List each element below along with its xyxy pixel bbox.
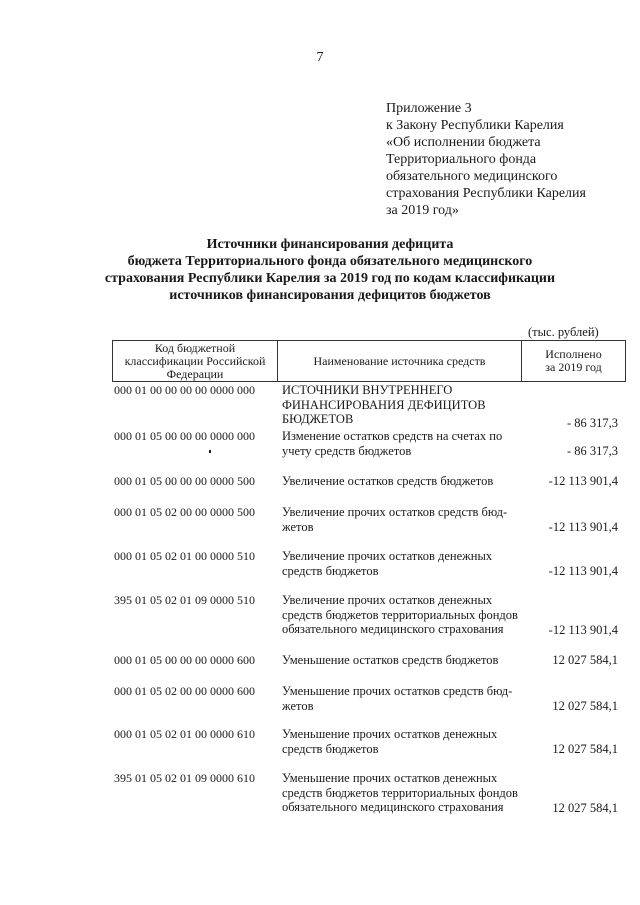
row-name-line: Уменьшение прочих остатков средств бюд- (282, 684, 513, 698)
row-code: 000 01 05 02 00 00 0000 600 (114, 684, 255, 698)
title-line: источников финансирования дефицитов бюджетов (169, 288, 491, 303)
row-name-line: жетов (282, 519, 314, 534)
row-amount: 12 027 584,1 (552, 801, 618, 815)
row-name-line: обязательного медицинского страхования (282, 800, 504, 814)
appendix-line: обязательного медицинского (386, 169, 558, 184)
row-name (282, 727, 517, 756)
appendix-line: страхования Республики Карелия (386, 186, 586, 201)
row-name-line: средств бюджетов (282, 563, 379, 578)
row-code: 000 01 05 00 00 00 0000 000 (114, 429, 255, 443)
title-line: страхования Республики Карелия за 2019 год по кодам классификации (104, 271, 556, 286)
row-amount: -12 113 901,4 (548, 474, 618, 488)
row-amount: - 86 317,3 (566, 416, 618, 430)
row-name (282, 593, 517, 637)
appendix-note (386, 100, 626, 219)
row-name-line: жетов (282, 698, 314, 713)
row-name-line: ФИНАНСИРОВАНИЯ ДЕФИЦИТОВ (282, 397, 486, 412)
row-amount: 12 027 584,1 (552, 742, 618, 756)
row-name-line: средств бюджетов (282, 741, 379, 756)
row-name-line: Уменьшение прочих остатков денежных (282, 771, 498, 785)
row-name-line: Увеличение остатков средств бюджетов (282, 474, 494, 488)
row-name-line: Изменение остатков средств на счетах по (282, 429, 503, 443)
header-name (278, 341, 522, 381)
appendix-line: «Об исполнении бюджета (386, 135, 541, 150)
document-title (100, 236, 560, 304)
row-code: 395 01 05 02 01 09 0000 510 (114, 593, 255, 607)
row-code: 000 01 00 00 00 00 0000 000 (114, 383, 255, 397)
row-name (282, 549, 517, 578)
row-name-line: учету средств бюджетов (282, 443, 412, 458)
row-code: 000 01 05 02 01 00 0000 510 (114, 549, 255, 563)
title-line: Источники финансирования дефицита (206, 237, 454, 252)
header-name-line: Наименование источника средств (313, 353, 486, 368)
row-name (282, 474, 517, 489)
row-name (282, 684, 517, 713)
row-name-line: Увеличение прочих остатков денежных (282, 549, 493, 563)
scan-mark (209, 450, 211, 453)
header-code-line: классификации Российской (124, 353, 266, 368)
row-code: 000 01 05 00 00 00 0000 500 (114, 474, 255, 488)
row-name-line: средств бюджетов территориальных фондов (282, 785, 518, 800)
row-name-line: Уменьшение остатков средств бюджетов (282, 653, 499, 667)
header-executed-line: Исполнено (545, 347, 602, 361)
row-amount: 12 027 584,1 (552, 653, 618, 667)
row-code: 000 01 05 00 00 00 0000 600 (114, 653, 255, 667)
header-executed-line: за 2019 год (545, 360, 602, 374)
units-label: (тыс. рублей) (528, 325, 599, 339)
row-name (282, 653, 517, 668)
row-amount: 12 027 584,1 (552, 699, 618, 713)
page-number: 7 (316, 50, 324, 65)
header-executed (522, 341, 625, 381)
row-code: 000 01 05 02 00 00 0000 500 (114, 505, 255, 519)
row-amount: -12 113 901,4 (548, 564, 618, 578)
row-name-line: Уменьшение прочих остатков денежных (282, 727, 498, 741)
row-name (282, 383, 517, 427)
title-line: бюджета Территориального фонда обязательного медицинского (127, 254, 533, 269)
row-amount: - 86 317,3 (566, 444, 618, 458)
row-name (282, 771, 517, 815)
row-code: 395 01 05 02 01 09 0000 610 (114, 771, 255, 785)
row-code: 000 01 05 02 01 00 0000 610 (114, 727, 255, 741)
appendix-line: Приложение 3 (386, 101, 472, 116)
row-amount: -12 113 901,4 (548, 520, 618, 534)
header-code (113, 341, 278, 381)
header-code-line: Код бюджетной (154, 340, 236, 355)
row-name-line: БЮДЖЕТОВ (282, 412, 354, 426)
appendix-line: Территориального фонда (386, 152, 537, 167)
appendix-line: к Закону Республики Карелия (386, 118, 564, 133)
row-name (282, 505, 517, 534)
row-name-line: ИСТОЧНИКИ ВНУТРЕННЕГО (282, 383, 453, 397)
appendix-line: за 2019 год» (386, 203, 459, 218)
row-name-line: Увеличение прочих остатков денежных (282, 593, 493, 607)
row-name-line: Увеличение прочих остатков средств бюд- (282, 505, 508, 519)
row-name-line: обязательного медицинского страхования (282, 622, 504, 636)
row-name-line: средств бюджетов территориальных фондов (282, 607, 518, 622)
table-header (112, 340, 626, 382)
row-name (282, 429, 517, 458)
header-code-line: Федерации (166, 366, 224, 381)
row-amount: -12 113 901,4 (548, 623, 618, 637)
